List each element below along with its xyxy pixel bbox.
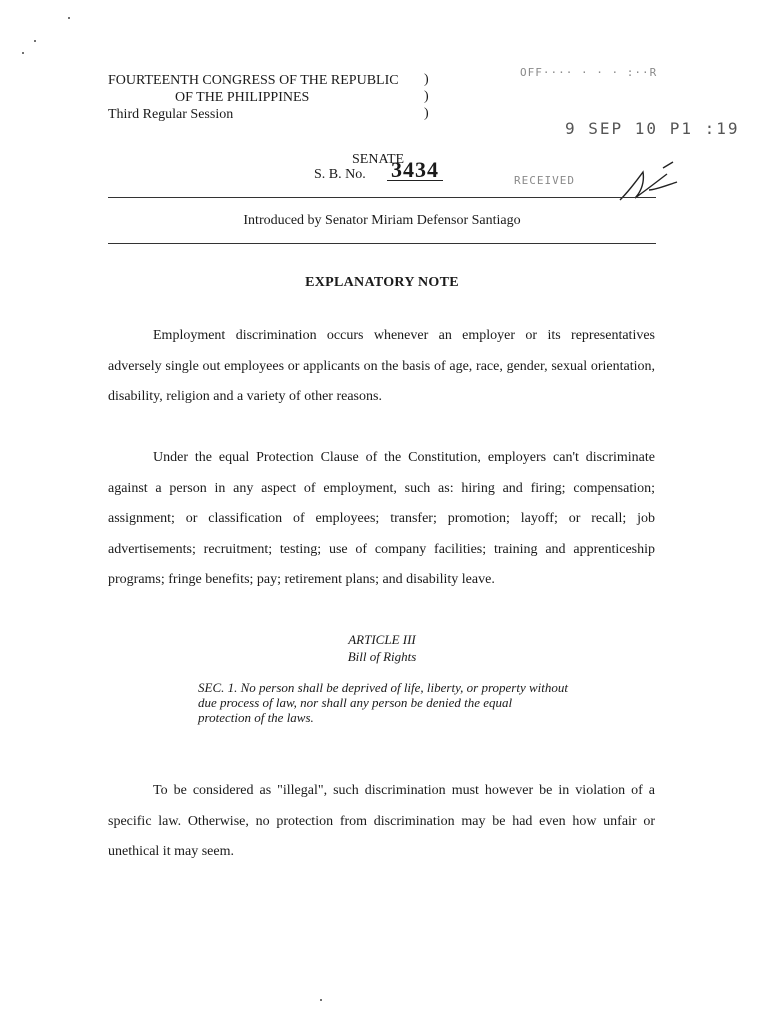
constitution-quote: SEC. 1. No person shall be deprived of life, liberty, or property without due process of law, nor shall any person be denied the equal protection of the laws. xyxy=(198,680,568,725)
heading-paren: ) xyxy=(424,89,429,104)
paragraph-text: Under the equal Protection Clause of the Constitution, employers can't discriminate against a person in any aspect of employment, such as: hiring and firing; compensation; assignment; or classification of employees; transfer; promotion; layoff; or recall; job advertisements; recruitment; testing; use of company facilities; training and apprenticeship programs; fringe benefits; pay; retirement plans; and disability leave. xyxy=(108,450,655,588)
paragraph-equal-protection xyxy=(108,443,655,596)
paragraph-discrimination xyxy=(108,321,655,413)
date-stamp: 9 SEP 10 P1 :19 xyxy=(565,119,740,138)
top-divider xyxy=(108,197,656,198)
document-title: EXPLANATORY NOTE xyxy=(305,275,459,290)
heading-paren: ) xyxy=(424,72,429,87)
scan-speck xyxy=(320,999,322,1001)
article-subheading: Bill of Rights xyxy=(347,649,417,664)
sb-label: S. B. No. xyxy=(314,167,366,182)
scan-speck xyxy=(68,17,70,19)
heading-paren: ) xyxy=(424,106,429,121)
paragraph-illegal xyxy=(108,776,655,868)
scan-speck xyxy=(34,40,36,42)
signature-mark xyxy=(615,160,685,205)
bill-number: 3434 xyxy=(387,160,443,181)
paragraph-text: Employment discrimination occurs whenever an employer or its representatives adversely single out employees or applicants on the basis of age, race, gender, sexual orientation, disability, religion and a variety of other reasons. xyxy=(108,328,655,405)
senate-label: SENATE xyxy=(352,152,405,167)
republic-heading: OF THE PHILIPPINES xyxy=(175,90,310,105)
office-stamp: OFF···· · · · :··R xyxy=(520,66,658,79)
paragraph-text: To be considered as "illegal", such discrimination must however be in violation of a specific law. Otherwise, no protection from discrimination may be had even how unfair or unethical it may seem. xyxy=(108,783,655,860)
article-heading: ARTICLE III xyxy=(348,632,416,647)
introduced-by: Introduced by Senator Miriam Defensor Santiago xyxy=(243,213,521,228)
scan-speck xyxy=(22,52,24,54)
congress-heading: FOURTEENTH CONGRESS OF THE REPUBLIC xyxy=(108,73,399,88)
received-stamp: RECEIVED xyxy=(514,174,575,187)
session-heading: Third Regular Session xyxy=(108,107,234,122)
bottom-divider xyxy=(108,243,656,244)
